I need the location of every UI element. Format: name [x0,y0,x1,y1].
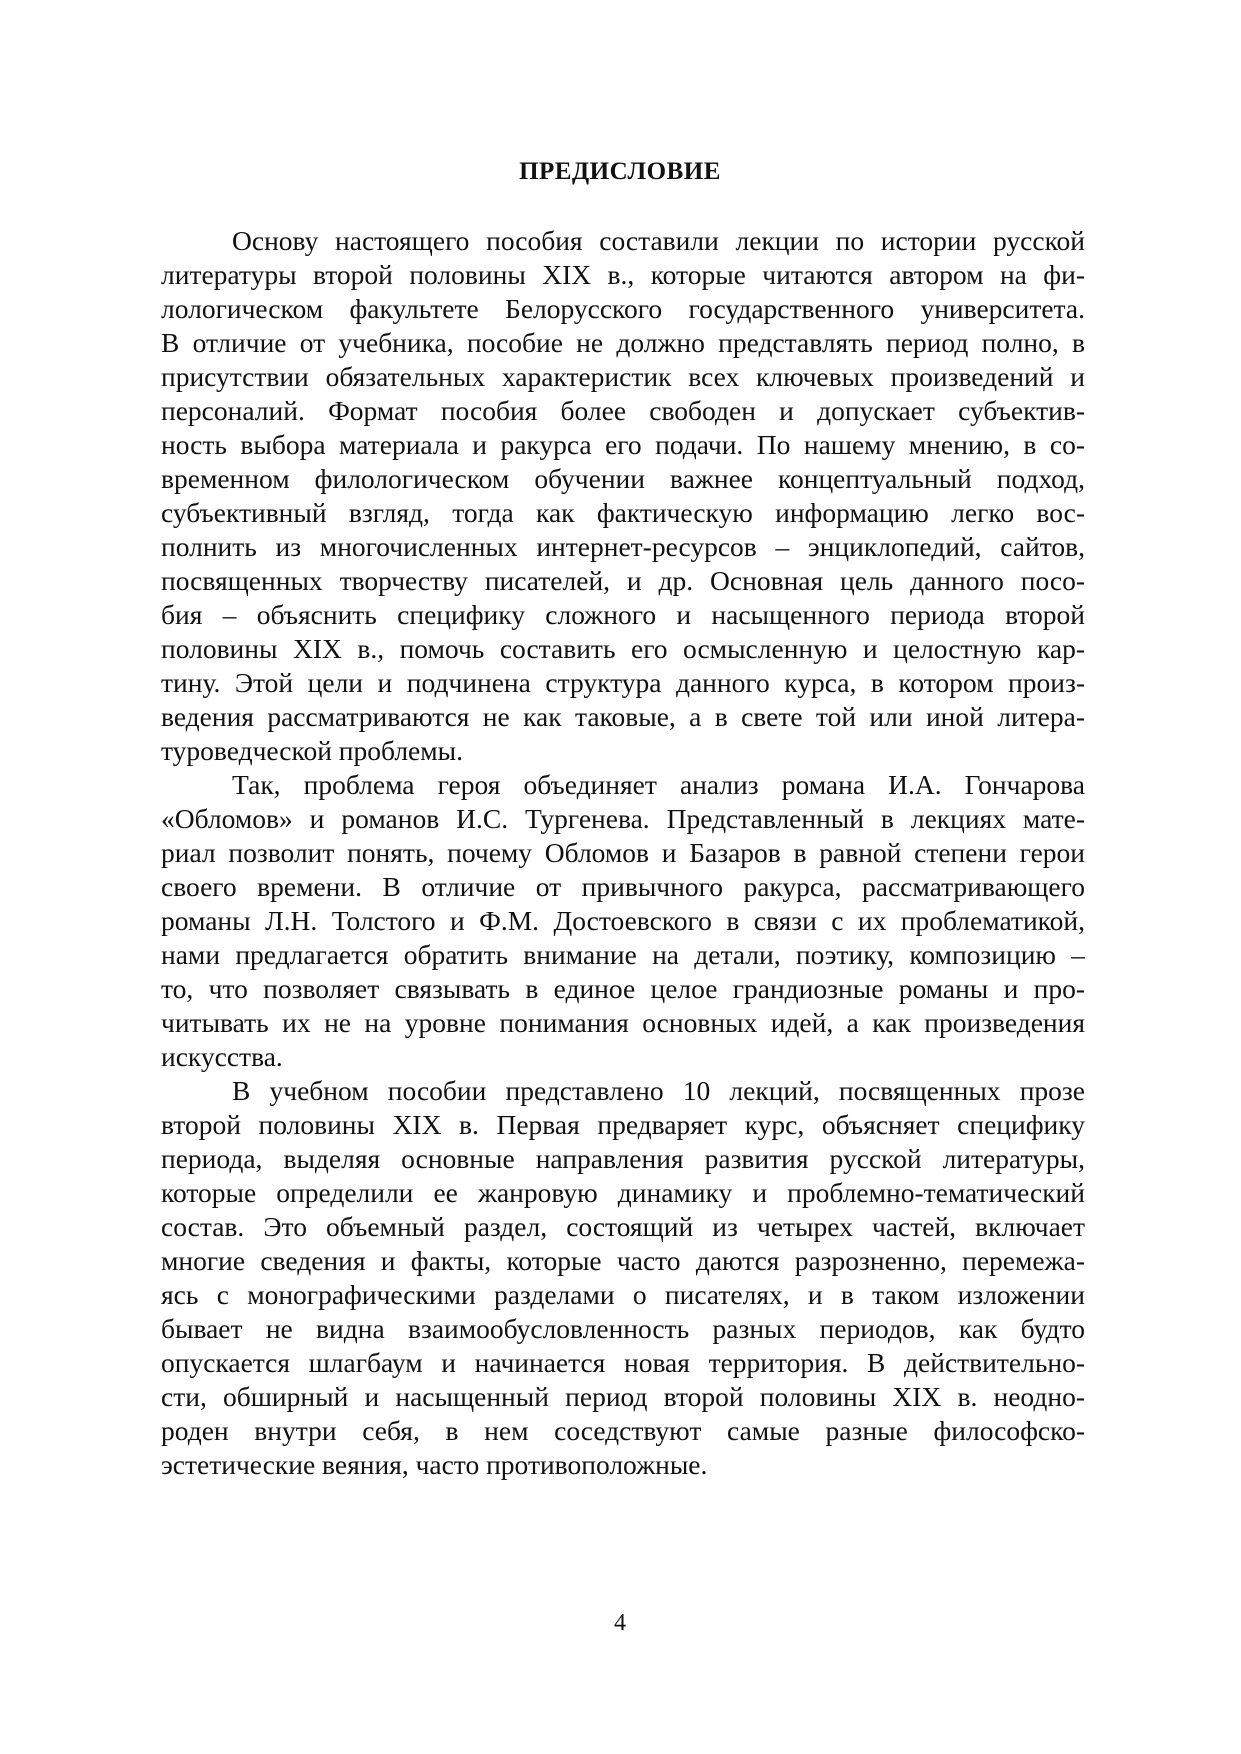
text-line: присутствии обязательных характеристик всех ключевых произведений и [161,361,1085,392]
text-line: временном филологическом обучении важнее концептуальный подход, [161,463,1085,494]
text-line: ность выбора материала и ракурса его подачи. По нашему мнению, в со- [161,429,1085,460]
text-line: опускается шлагбаум и начинается новая территория. В действительно- [161,1347,1085,1378]
text-line: эстетические веяния, часто противоположные. [161,1449,708,1480]
text-line: ясь с монографическими разделами о писателях, и в таком изложении [161,1279,1085,1310]
text-line: Основу настоящего пособия составили лекции по истории русской [232,225,1085,256]
text-line: ведения рассматриваются не как таковые, а в свете той или иной литера- [161,701,1085,732]
text-line: туроведческой проблемы. [161,735,464,766]
paragraph-2 [161,768,1085,1074]
text-line: периода, выделяя основные направления развития русской литературы, [161,1143,1085,1174]
text-line: бия – объяснить специфику сложного и насыщенного периода второй [161,599,1085,630]
text-line: читывать их не на уровне понимания основных идей, а как произведения [161,1007,1085,1038]
text-line: нами предлагается обратить внимание на детали, поэтику, композицию – [161,939,1085,970]
text-line: риал позволит понять, почему Обломов и Базаров в равной степени герои [161,837,1085,868]
text-line: своего времени. В отличие от привычного ракурса, рассматривающего [161,871,1085,902]
text-line: то, что позволяет связывать в единое целое грандиозные романы и про- [161,973,1085,1004]
text-line: половины XIX в., помочь составить его осмысленную и целостную кар- [161,633,1085,664]
text-line: литературы второй половины XIX в., которые читаются автором на фи- [161,259,1085,290]
text-line: сти, обширный и насыщенный период второй половины XIX в. неодно- [161,1381,1085,1412]
text-line: роден внутри себя, в нем соседствуют самые разные философско- [161,1415,1085,1446]
text-line: искусства. [161,1041,283,1072]
text-line: В учебном пособии представлено 10 лекций, посвященных прозе [232,1075,1085,1106]
text-line: второй половины XIX в. Первая предваряет курс, объясняет специфику [161,1109,1085,1140]
page-title: ПРЕДИСЛОВИЕ [519,158,721,185]
page-number: 4 [614,1610,626,1636]
text-line: субъективный взгляд, тогда как фактическую информацию легко вос- [161,497,1085,528]
text-line: персоналий. Формат пособия более свободен и допускает субъектив- [161,395,1085,426]
text-line: полнить из многочисленных интернет-ресурсов – энциклопедий, сайтов, [161,531,1085,562]
text-line: бывает не видна взаимообусловленность разных периодов, как будто [161,1313,1085,1344]
text-line: которые определили ее жанровую динамику и проблемно-тематический [161,1177,1085,1208]
text-line: Так, проблема героя объединяет анализ романа И.А. Гончарова [232,769,1085,800]
text-line: романы Л.Н. Толстого и Ф.М. Достоевского в связи с их проблематикой, [161,905,1085,936]
text-line: посвященных творчеству писателей, и др. Основная цель данного посо- [161,565,1085,596]
paragraph-3 [161,1074,1085,1482]
paragraph-1 [161,224,1085,768]
text-line: состав. Это объемный раздел, состоящий из четырех частей, включает [161,1211,1085,1242]
body-text [161,224,1085,1482]
text-line: многие сведения и факты, которые часто даются разрозненно, перемежа- [161,1245,1085,1276]
text-line: лологическом факультете Белорусского государственного университета. [161,293,1085,324]
text-line: тину. Этой цели и подчинена структура данного курса, в котором произ- [161,667,1085,698]
text-line: «Обломов» и романов И.С. Тургенева. Представленный в лекциях мате- [161,803,1085,834]
text-line: В отличие от учебника, пособие не должно представлять период полно, в [161,327,1085,358]
